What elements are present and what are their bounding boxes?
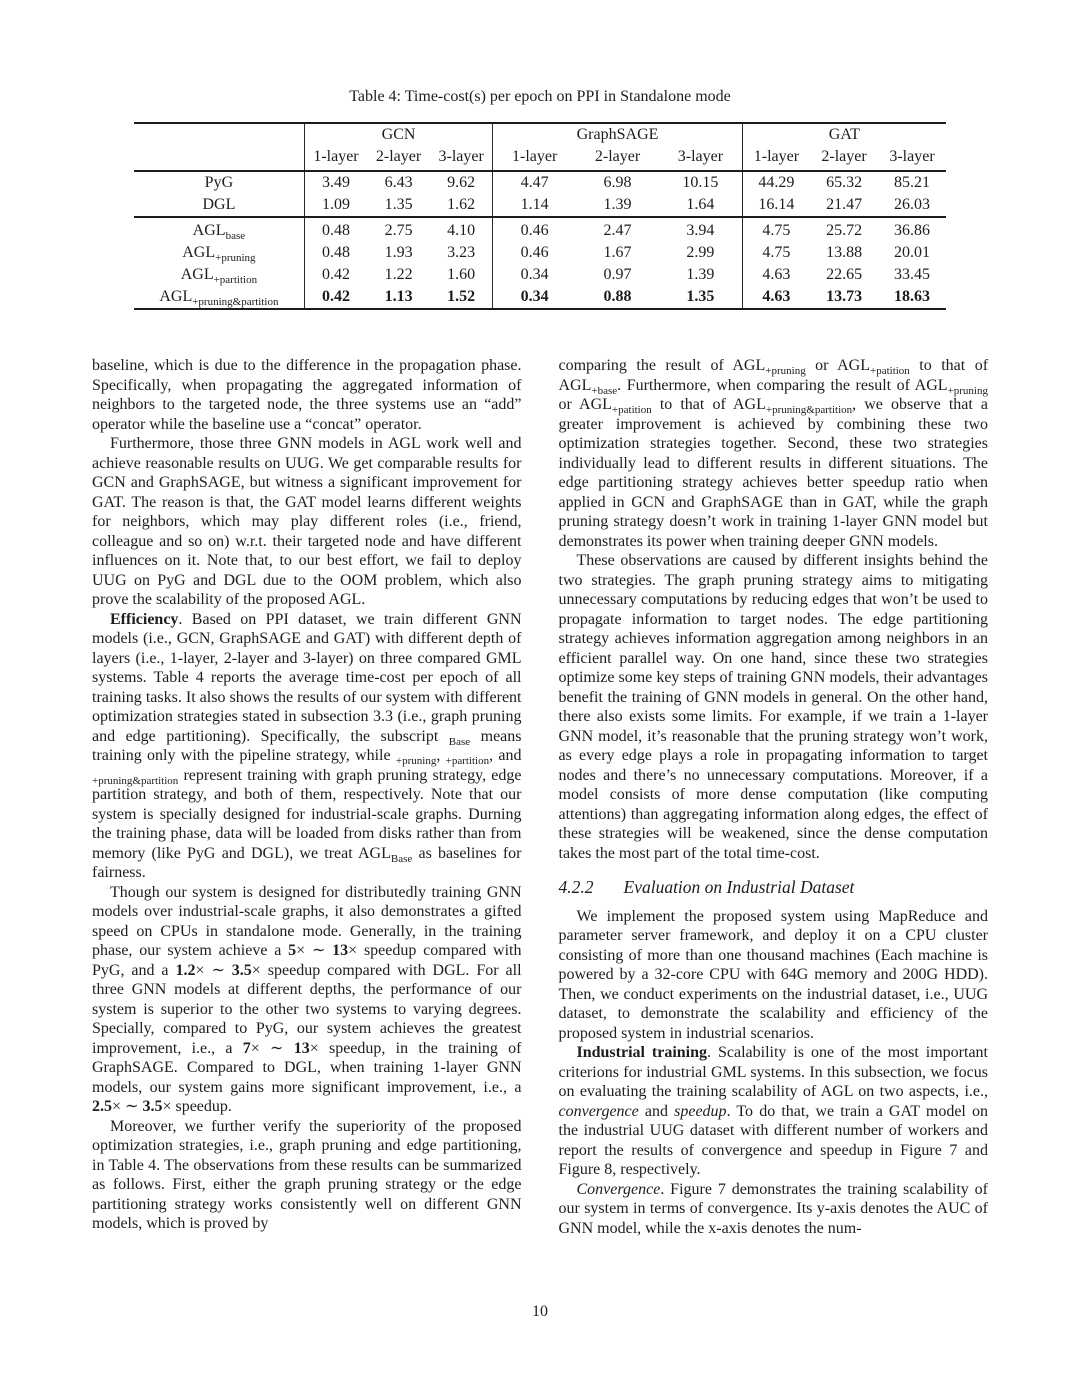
table-row xyxy=(134,242,946,264)
cell-value: 1.13 xyxy=(384,288,413,305)
row-label: $AGL_{+pruning}$ xyxy=(182,244,256,265)
cell-value: 4.75 xyxy=(742,217,810,242)
layer-header: 2-layer xyxy=(367,146,430,171)
right-column xyxy=(559,356,989,1238)
layer-header: 1-layer xyxy=(493,146,576,171)
cell-value: 44.29 xyxy=(742,171,810,194)
cell-value: 1.60 xyxy=(447,266,476,283)
paragraph: Furthermore, those three GNN models in AGL work well and achieve reasonable results on UUG. We get comparable results for GCN and GraphSAGE, but witness a significant improvement for GAT. The reason is that, the GAT model learns different weights for neighbors, which may play different roles (i.e., friend, colleague and so on) w.r.t. their targeted node and have different influences on it. Note that, to our best effort, we fail to deploy UUG on PyG and DGL due to the OOM problem, which also prove the scalability of the proposed AGL. xyxy=(92,435,522,608)
cell-value: 1.93 xyxy=(384,244,413,261)
cell-value: 2.75 xyxy=(367,217,430,242)
cell-value: 0.34 xyxy=(493,286,576,309)
cell-value: 0.34 xyxy=(493,264,576,286)
results-table xyxy=(134,122,946,310)
section-number: 4.2.2 xyxy=(558,877,594,897)
paragraph: We implement the proposed system using MapReduce and parameter server framework, and deploy it on a CPU cluster consisting of more than one thousand machines (Each machine is powered by a 32-core CPU with 64G memory and 200G HDD). Then, we conduct experiments on the industrial dataset, i.e., UUG dataset, to demonstrate the scalability and efficiency of the proposed system in industrial scenarios. xyxy=(558,907,988,1042)
cell-value: 0.46 xyxy=(493,217,576,242)
paragraph: Convergence. Figure 7 demonstrates the training scalability of our system in terms of convergence. Its y-axis denotes the AUC of GNN model, while the x-axis denotes the num- xyxy=(558,1180,988,1237)
cell-value: 22.65 xyxy=(826,266,863,283)
cell-value: 65.32 xyxy=(826,174,863,191)
cell-value: 3.94 xyxy=(659,217,742,242)
text-columns xyxy=(92,356,988,1238)
cell-value: 1.14 xyxy=(493,194,576,217)
cell-value: 20.01 xyxy=(894,244,930,261)
cell-value: 1.09 xyxy=(304,194,367,217)
layer-header: 2-layer xyxy=(810,146,878,171)
layer-header: 1-layer xyxy=(304,146,367,171)
cell-value: 18.63 xyxy=(894,288,930,305)
layer-header: 3-layer xyxy=(430,146,493,171)
cell-value: 1.22 xyxy=(384,266,413,283)
cell-value: 36.86 xyxy=(878,217,946,242)
cell-value: 1.35 xyxy=(686,288,715,305)
table-row xyxy=(134,194,946,217)
row-label: DGL xyxy=(202,196,236,213)
table-caption: Table 4: Time-cost(s) per epoch on PPI in Standalone mode xyxy=(349,88,731,105)
cell-value: 1.67 xyxy=(603,244,632,261)
cell-value: 25.72 xyxy=(810,217,878,242)
layer-header: 3-layer xyxy=(659,146,742,171)
cell-value: 3.23 xyxy=(447,244,476,261)
cell-value: 33.45 xyxy=(894,266,930,283)
row-label: $AGL_{+pruning\&partition}$ xyxy=(159,288,279,309)
table-row xyxy=(134,171,946,194)
paragraph: Efficiency. Based on PPI dataset, we train different GNN models (i.e., GCN, GraphSAGE and GAT) with different depth of layers (i.e., 1-layer, 2-layer and 3-layer) on three compared GML systems. Table 4 reports the average time-cost per epoch of all training tasks. It also shows the results of our system with different optimization strategies stated in subsection 3.3 (i.e., graph pruning and edge partitioning). Specifically, the subscript $_{Base}$ means training only with the pipeline strategy, while $_{+pruning}$, $_{+partition}$, and $_{+pruning\&partition}$ represent training with graph pruning strategy, edge partition strategy, and both of them, respectively. Note that our system is specially designed for industrial-scale graphs. Durning the training phase, data will be loaded from disks rather than from memory (like PyG and DGL), we treat $AGL_{Base}$ as baselines for fairness. xyxy=(92,610,522,881)
table-header xyxy=(134,123,946,171)
group-header: GraphSAGE xyxy=(493,123,742,146)
cell-value: 0.42 xyxy=(304,286,367,309)
cell-value: 21.47 xyxy=(826,196,863,213)
cell-value: 2.47 xyxy=(576,217,659,242)
paragraph: These observations are caused by different insights behind the two strategies. The graph pruning strategy aims to mitigating unnecessary computations by reducing edges that won’t be used to propagate information to target nodes. The edge partitioning strategy achieves information aggregation among neighbors in an efficient parallel way. On one hand, since these two strategies optimize some key steps of training GNN models, their advantages benefit the training of GNN models in general. On the other hand, there also exists some limits. For example, if we train a 1-layer GNN model, it’s reasonable that the pruning strategy won’t work, as every edge plays a role in propagating information to target nodes and there’s no unnecessary computations. Moreover, if a model consists of more dense computation (like computing attentions) than aggregating information along edges, the effect of these strategies will be weakened, since the dense computation takes the most part of the total time-cost. xyxy=(558,552,988,862)
cell-value: 16.14 xyxy=(742,194,810,217)
cell-value: 3.49 xyxy=(304,171,367,194)
cell-value: 4.63 xyxy=(742,286,810,309)
section-title: Evaluation on Industrial Dataset xyxy=(623,877,855,897)
table-body xyxy=(134,171,946,309)
cell-value: 1.35 xyxy=(384,196,413,213)
cell-value: 6.98 xyxy=(603,174,632,191)
row-label: $AGL_{+partition}$ xyxy=(180,266,258,287)
cell-value: 0.42 xyxy=(304,264,367,286)
paragraph: Though our system is designed for distributedly training GNN models over industrial-scale graphs, it also demonstrates a gifted speed on CPUs in standalone mode. Generally, in the training phase, our system achieve a 5× ∼ 13× speedup compared with PyG, and a 1.2× ∼ 3.5× speedup compared with DGL. For all three GNN models at different depths, the performance of our system is superior to the other two systems to varying degrees. Specially, compared to PyG, our system achieves the greatest improvement, i.e., a 7× ∼ 13× speedup, in the training of GraphSAGE. Compared to DGL, when training 1-layer GNN models, our system gains more significant improvement, i.e., a 2.5× ∼ 3.5× speedup. xyxy=(92,883,522,1115)
table-row xyxy=(134,217,946,242)
layer-header: 3-layer xyxy=(878,146,946,171)
paragraph: baseline, which is due to the difference in the propagation phase. Specifically, when propagating the aggregated information of neighbors to the targeted node, the three systems use an “add” operator while the baseline use a “concat” operator. xyxy=(92,357,522,433)
cell-value: 0.48 xyxy=(304,242,367,264)
cell-value: 4.75 xyxy=(742,242,810,264)
table-row xyxy=(134,286,946,309)
row-label: PyG xyxy=(204,174,234,191)
layer-header: 2-layer xyxy=(576,146,659,171)
table-row xyxy=(134,264,946,286)
layer-header: 1-layer xyxy=(742,146,810,171)
cell-value: 13.88 xyxy=(826,244,863,261)
page-number: 10 xyxy=(532,1303,548,1320)
cell-value: 0.46 xyxy=(493,242,576,264)
cell-value: 1.39 xyxy=(603,196,632,213)
cell-value: 85.21 xyxy=(894,174,930,191)
cell-value: 9.62 xyxy=(447,174,476,191)
cell-value: 0.48 xyxy=(304,217,367,242)
group-header: GCN xyxy=(304,123,493,146)
cell-value: 13.73 xyxy=(826,288,863,305)
cell-value: 10.15 xyxy=(682,174,719,191)
paragraph: Moreover, we further verify the superiority of the proposed optimization strategies, i.e., graph pruning and edge partitioning, in Table 4. The observations from these results can be summarized as follows. First, either the graph pruning strategy or the edge partitioning strategy works consistently well on different GNN models, which is proved by xyxy=(92,1117,522,1232)
cell-value: 1.39 xyxy=(686,266,715,283)
cell-value: 1.64 xyxy=(686,196,715,213)
left-column xyxy=(92,356,522,1238)
cell-value: 4.10 xyxy=(430,217,493,242)
cell-value: 1.62 xyxy=(447,196,476,213)
cell-value: 2.99 xyxy=(686,244,715,261)
paragraph: comparing the result of $AGL_{+pruning}$ or $AGL_{+patition}$ to that of $AGL_{+base}$. Furthermore, when comparing the result of $AGL_{+pruning}$ or $AGL_{+patition}$ to that of $AGL_{+pruning\&partition}$, we observe that a greater improvement is achieved by combining these two optimization strategies together. Second, these two strategies individually lead to different results in different situations. The edge partitioning strategy achieves better speedup ratio when applied in GCN and GraphSAGE than in GAT, while the graph pruning strategy doesn’t work in training 1-layer GNN model but demonstrates its power when training deeper GNN models. xyxy=(558,357,989,550)
cell-value: 6.43 xyxy=(384,174,413,191)
paragraph: Industrial training. Scalability is one of the most important criterions for industrial GML systems. In this subsection, we focus on evaluating the training scalability of AGL on two aspects, i.e., convergence and speedup. To do that, we train a GAT model on the industrial UUG dataset with different number of workers and report the results of convergence and speedup in Figure 7 and Figure 8, respectively. xyxy=(558,1044,989,1178)
cell-value: 4.63 xyxy=(742,264,810,286)
group-header: GAT xyxy=(742,123,946,146)
cell-value: 1.52 xyxy=(447,288,476,305)
cell-value: 26.03 xyxy=(894,196,930,213)
cell-value: 4.47 xyxy=(493,171,576,194)
row-label: $AGL_{base}$ xyxy=(134,217,304,242)
cell-value: 0.88 xyxy=(603,288,632,305)
cell-value: 0.97 xyxy=(603,266,632,283)
section-heading xyxy=(559,878,989,898)
